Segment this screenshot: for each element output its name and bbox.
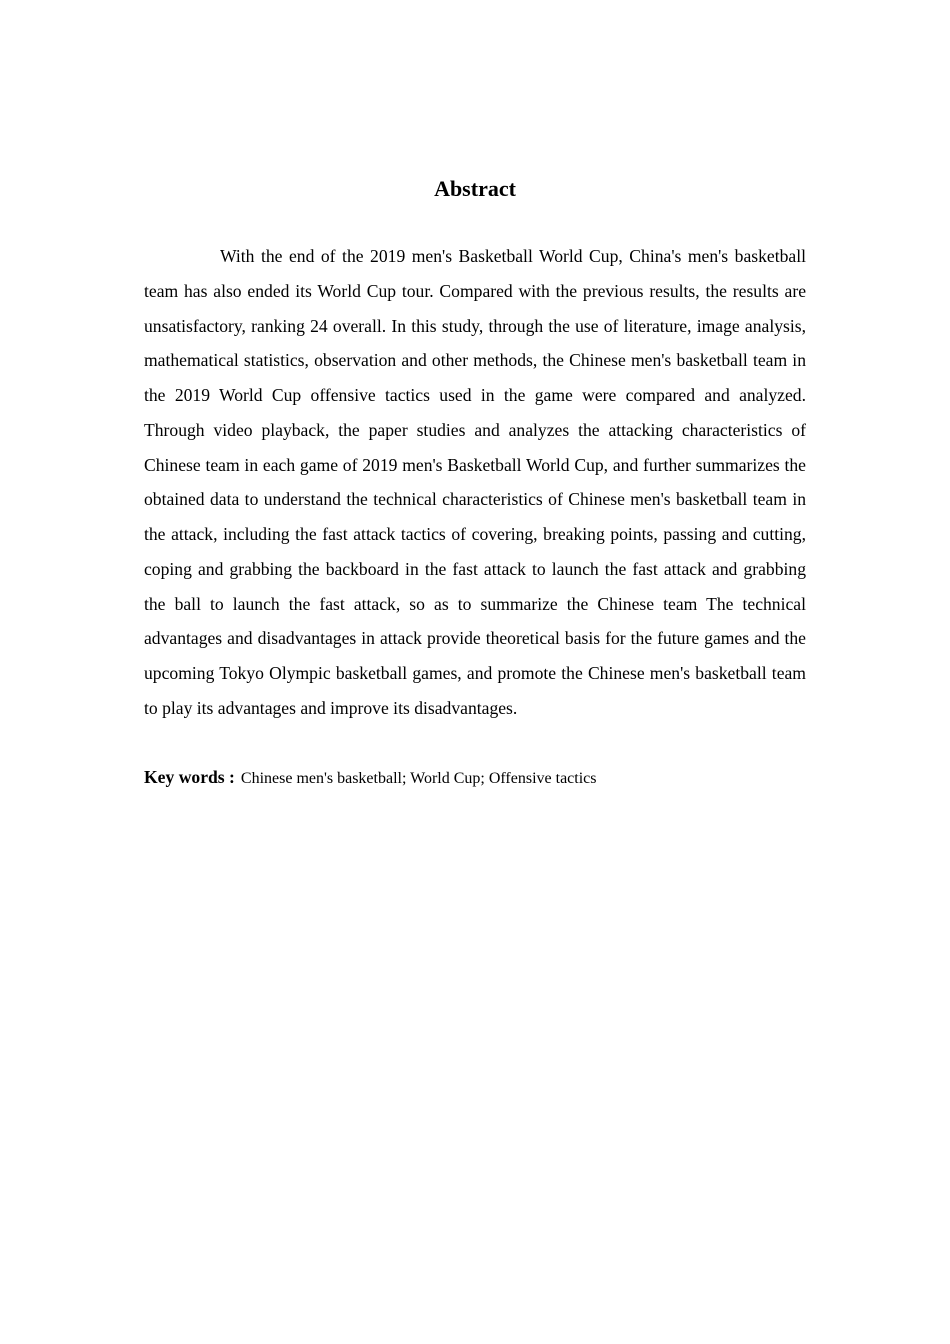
keywords-text: Chinese men's basketball; World Cup; Offensive tactics (240, 770, 597, 787)
abstract-title: Abstract (434, 176, 516, 201)
keywords-label: Key words : (144, 767, 235, 787)
abstract-body: With the end of the 2019 men's Basketball World Cup, China's men's basketball team has also ended its World Cup tour. Compared with the previous results, the results are unsatisfactory, ranking 24 overall. In this study, through the use of literature, image analysis, mathematical statistics, observation and other methods, the Chinese men's basketball team in the 2019 World Cup offensive tactics used in the game were compared and analyzed. Through video playback, the paper studies and analyzes the attacking characteristics of Chinese team in each game of 2019 men's Basketball World Cup, and further summarizes the obtained data to understand the technical characteristics of Chinese men's basketball team in the attack, including the fast attack tactics of covering, breaking points, passing and cutting, coping and grabbing the backboard in the fast attack to launch the fast attack and grabbing the ball to launch the fast attack, so as to summarize the Chinese team The technical advantages and disadvantages in attack provide theoretical basis for the future games and the upcoming Tokyo Olympic basketball games, and promote the Chinese men's basketball team to play its advantages and improve its disadvantages. (144, 246, 806, 718)
keywords-line (144, 762, 806, 794)
